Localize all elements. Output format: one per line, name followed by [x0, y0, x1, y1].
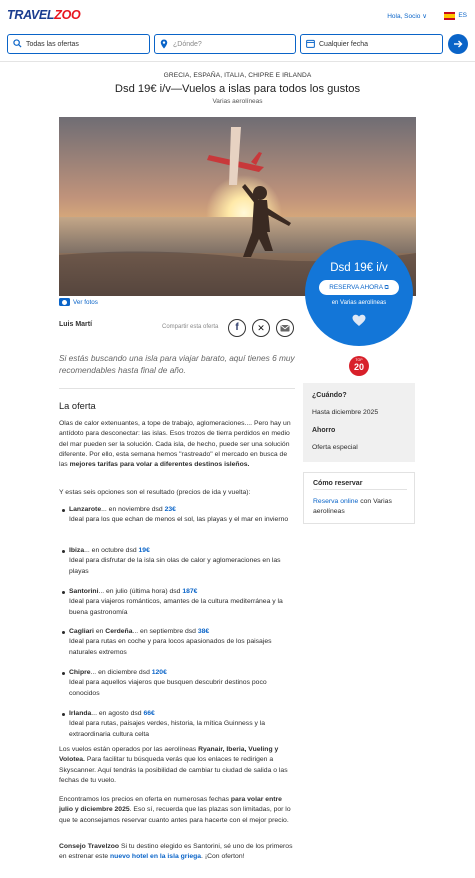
offer-paragraph-2: Y estas seis opciones son el resultado (precios de ida y vuelta):	[59, 489, 251, 496]
reserve-now-button[interactable]: RESERVA AHORA ⧉	[319, 280, 399, 295]
deal-intro: Si estás buscando una isla para viajar barato, aquí tienes 6 muy recomendables hasta final de año.	[59, 353, 295, 375]
top20-badge[interactable]: TOP 20	[349, 356, 369, 376]
offer-heading: La oferta	[59, 401, 96, 411]
price-link[interactable]: 187€	[182, 588, 198, 595]
list-item: Chipre... en diciembre dsd 120€ Ideal para aquellos viajeros que busquen descubrir destinos poco conocidos	[59, 668, 297, 699]
divider	[313, 489, 407, 490]
list-item: Lanzarote... en noviembre dsd 23€ Ideal para los que echan de menos el sol, las playas y el mar en invierno	[59, 505, 297, 526]
travelzoo-tip: Consejo Travelzoo Si tu destino elegido es Santorini, sé uno de los primeros en estrenar este nuevo hotel en la isla griega. ¡Con oferton!	[59, 843, 293, 861]
offer-paragraph-4: Encontramos los precios en oferta en numerosas fechas para volar entre julio y diciembre 2025. Eso sí, recuerda que las plazas son limitadas, por lo que te aconsejamos reservar cuanto antes para hacerte con el mejor precio.	[59, 796, 291, 824]
deal-title: Dsd 19€ i/v—Vuelos a islas para todos los gustos	[114, 83, 361, 95]
deal-details-box	[303, 383, 415, 462]
list-item: Irlanda... en agosto dsd 66€ Ideal para rutas, paisajes verdes, historia, la mítica Guinness y la extraordinaria cultura celta	[59, 709, 297, 740]
when-label: ¿Cuándo?	[312, 392, 347, 399]
user-menu[interactable]: Hola, Socio ∨	[387, 13, 427, 20]
offers-search-field[interactable]: Todas las ofertas	[7, 34, 150, 54]
language-selector[interactable]: ES	[458, 12, 467, 19]
view-photos-link[interactable]: Ver fotos	[59, 298, 98, 306]
book-online-link[interactable]: Reserva online	[313, 498, 359, 505]
camera-icon	[59, 298, 70, 306]
cta-price: Dsd 19€ i/v	[330, 262, 388, 274]
booking-cta-circle	[305, 240, 413, 346]
when-value: Hasta diciembre 2025	[312, 409, 379, 416]
date-selector[interactable]: Cualquier fecha	[300, 34, 443, 54]
deal-airlines: Varias aerolíneas	[212, 98, 263, 105]
author-name: Luis Martí	[59, 321, 93, 328]
offer-paragraph-3: Los vuelos están operados por las aerolíneas Ryanair, Iberia, Vueling y Volotea. Para facilitar tu búsqueda verás que los enlaces te redirigen a Skyscanner. Aquí tendrás la posibilidad de cambiar tu ciudad de salida o las fechas de tu vuelo.	[59, 746, 288, 784]
deal-destinations: GRECIA, ESPAÑA, ITALIA, CHIPRE E IRLANDA	[163, 72, 312, 79]
list-item: Cagliari en Cerdeña... en septiembre dsd 38€ Ideal para rutas en coche y para locos apasionados de los paisajes naturales extremos	[59, 627, 297, 658]
share-label: Compartir esta oferta	[162, 324, 219, 330]
new-hotel-link[interactable]: nuevo hotel en la isla griega	[110, 853, 202, 861]
price-link[interactable]: 23€	[164, 506, 176, 513]
travelzoo-logo[interactable]: TRAVELZOO	[7, 8, 81, 22]
offer-paragraph-1: Olas de calor extenuantes, a tope de trabajo, aglomeraciones.... Pero hay un antídoto para desconectar: las islas. Esos trozos de tierra perdidos en medio del mar pueden ser la solución. Cada isla, de hecho, puede ser una solución diferente. Por ello, esta semana hemos "rastreado" el mercado en busca de las mejores tarifas para volar a diferentes destinos isleños.	[59, 420, 291, 469]
spain-flag-icon[interactable]	[444, 12, 455, 20]
price-link[interactable]: 120€	[151, 669, 167, 676]
price-link[interactable]: 38€	[197, 628, 210, 635]
list-item: Ibiza... en octubre dsd 19€ Ideal para disfrutar de la isla sin olas de calor y aglomeraciones en las playas	[59, 546, 297, 577]
list-item: Santorini... en julio (última hora) dsd 187€ Ideal para viajeros románticos, amantes de la cultura mediterránea y la buena gastronomía	[59, 587, 297, 618]
how-to-book-text: Reserva online con Varias aerolíneas	[313, 498, 392, 516]
savings-label: Ahorro	[312, 427, 336, 434]
divider	[59, 388, 295, 389]
search-go-button[interactable]	[448, 34, 468, 54]
x-share-icon[interactable]: ✕	[252, 319, 270, 337]
calendar-icon	[305, 39, 315, 49]
price-link[interactable]: 66€	[143, 710, 155, 717]
destination-input[interactable]: ¿Dónde?	[154, 34, 296, 54]
facebook-share-icon[interactable]: f	[228, 319, 246, 337]
savings-value: Oferta especial	[312, 444, 358, 451]
external-link-icon: ⧉	[384, 285, 389, 291]
email-share-icon[interactable]	[276, 319, 294, 337]
cta-subtext: en Varias aerolíneas	[331, 300, 387, 306]
search-bar	[0, 30, 475, 62]
location-pin-icon	[159, 39, 169, 49]
how-to-book-box	[303, 472, 415, 524]
search-icon	[12, 39, 22, 49]
favorite-heart-icon[interactable]	[352, 314, 366, 327]
price-link[interactable]: 19€	[138, 547, 150, 554]
how-to-book-label: Cómo reservar	[313, 480, 363, 487]
top-bar	[0, 0, 475, 30]
